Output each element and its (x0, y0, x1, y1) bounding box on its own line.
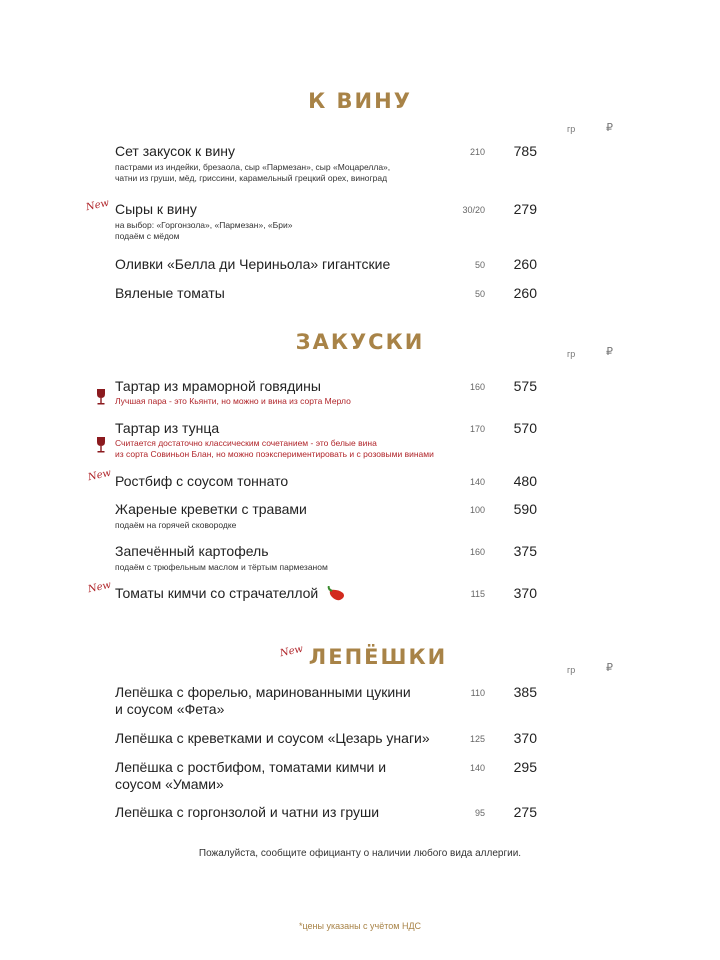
item-name: Ростбиф с соусом тоннато (115, 473, 289, 489)
menu-item (115, 378, 635, 407)
item-price: 590 (513, 501, 537, 517)
item-name: Тартар из тунца (115, 420, 220, 436)
item-name: и соусом «Фета» (115, 701, 225, 717)
item-price: 370 (513, 585, 537, 601)
column-header-grams: гр (567, 665, 576, 675)
menu-item (115, 473, 635, 490)
item-name: Лепёшка с форелью, маринованными цукини (115, 684, 411, 700)
item-description: подаём с трюфельным маслом и тёртым пармезаном (115, 562, 328, 572)
item-description: пастрами из индейки, брезаола, сыр «Пармезан», сыр «Моцарелла», (115, 162, 391, 172)
item-name-row (115, 585, 635, 602)
section-title-wine: К ВИНУ (308, 89, 412, 113)
chili-pepper-icon (326, 586, 348, 602)
item-weight: 50 (474, 289, 485, 299)
item-name: Запечённый картофель (115, 543, 269, 559)
section-title-appetizers: ЗАКУСКИ (295, 330, 425, 354)
menu-item (115, 585, 635, 602)
new-badge: New (279, 643, 305, 660)
item-price: 295 (513, 759, 537, 775)
item-weight: 50 (474, 260, 485, 270)
column-header-price: ₽ (606, 346, 613, 358)
menu-item (115, 543, 635, 573)
menu-item (115, 143, 635, 184)
item-weight: 115 (470, 589, 485, 599)
item-price: 260 (513, 256, 537, 272)
item-price: 260 (513, 285, 537, 301)
item-name: Лепёшка с ростбифом, томатами кимчи и (115, 759, 387, 775)
menu-item (115, 804, 635, 821)
column-header-grams: гр (567, 349, 576, 359)
wine-pairing-note: Лучшая пара - это Кьянти, но можно и вина из сорта Мерло (115, 396, 351, 406)
menu-item (115, 201, 635, 242)
item-price: 570 (513, 420, 537, 436)
item-weight: 210 (469, 147, 485, 157)
wine-pairing-note: Считается достаточно классическим сочетанием - это белые вина (115, 438, 377, 448)
item-name: соусом «Умами» (115, 776, 224, 792)
item-name: Жареные креветки с травами (115, 501, 307, 517)
item-price: 275 (513, 804, 537, 820)
item-description: на выбор: «Горгонзола», «Пармезан», «Бри» (115, 220, 293, 230)
item-name: Вяленые томаты (115, 285, 225, 301)
item-name: Оливки «Белла ди Чериньола» гигантские (115, 256, 391, 272)
menu-item (115, 285, 635, 302)
menu-item (115, 501, 635, 531)
item-weight: 125 (469, 734, 485, 744)
item-price: 575 (513, 378, 537, 394)
menu-item (115, 684, 635, 718)
item-weight: 140 (469, 477, 485, 487)
item-name: Тартар из мраморной говядины (115, 378, 321, 394)
item-description: чатни из груши, мёд, гриссини, карамельный грецкий орех, виноград (115, 173, 388, 183)
item-name: Лепёшка с горгонзолой и чатни из груши (115, 804, 380, 820)
menu-item (115, 759, 635, 793)
item-weight: 140 (469, 763, 485, 773)
vat-note: *цены указаны с учётом НДС (298, 921, 422, 931)
new-badge: New (87, 467, 113, 484)
item-description: подаём с мёдом (115, 231, 180, 241)
item-name: Сыры к вину (115, 201, 197, 217)
item-price: 370 (513, 730, 537, 746)
wine-glass-icon (94, 436, 108, 454)
item-weight: 160 (469, 547, 485, 557)
new-badge: New (85, 197, 111, 214)
item-price: 785 (513, 143, 537, 159)
menu-item (115, 256, 635, 273)
allergy-note: Пожалуйста, сообщите официанту о наличии любого вида аллергии. (198, 848, 522, 859)
item-price: 375 (513, 543, 537, 559)
column-header-price: ₽ (606, 122, 613, 134)
new-badge: New (87, 579, 113, 596)
item-description: подаём на горячей сковородке (115, 520, 237, 530)
section-title-flatbreads: ЛЕПЁШКИ (308, 645, 448, 669)
wine-pairing-note: из сорта Совиньон Блан, но можно поэкспериментировать и с розовыми винами (115, 449, 434, 459)
column-header-grams: гр (567, 124, 576, 134)
item-name: Сет закусок к вину (115, 143, 236, 159)
item-price: 385 (513, 684, 537, 700)
menu-item (115, 730, 635, 747)
item-name: Лепёшка с креветками и соусом «Цезарь унаги» (115, 730, 430, 746)
item-weight: 30/20 (462, 205, 485, 215)
wine-glass-icon (94, 388, 108, 406)
item-name: Томаты кимчи со страчателлой (115, 585, 319, 601)
item-weight: 110 (470, 688, 485, 698)
item-weight: 100 (469, 505, 485, 515)
column-header-price: ₽ (606, 662, 613, 674)
item-price: 279 (513, 201, 537, 217)
item-weight: 170 (469, 424, 485, 434)
item-weight: 160 (469, 382, 485, 392)
item-weight: 95 (474, 808, 485, 818)
menu-item (115, 420, 635, 460)
item-price: 480 (513, 473, 537, 489)
